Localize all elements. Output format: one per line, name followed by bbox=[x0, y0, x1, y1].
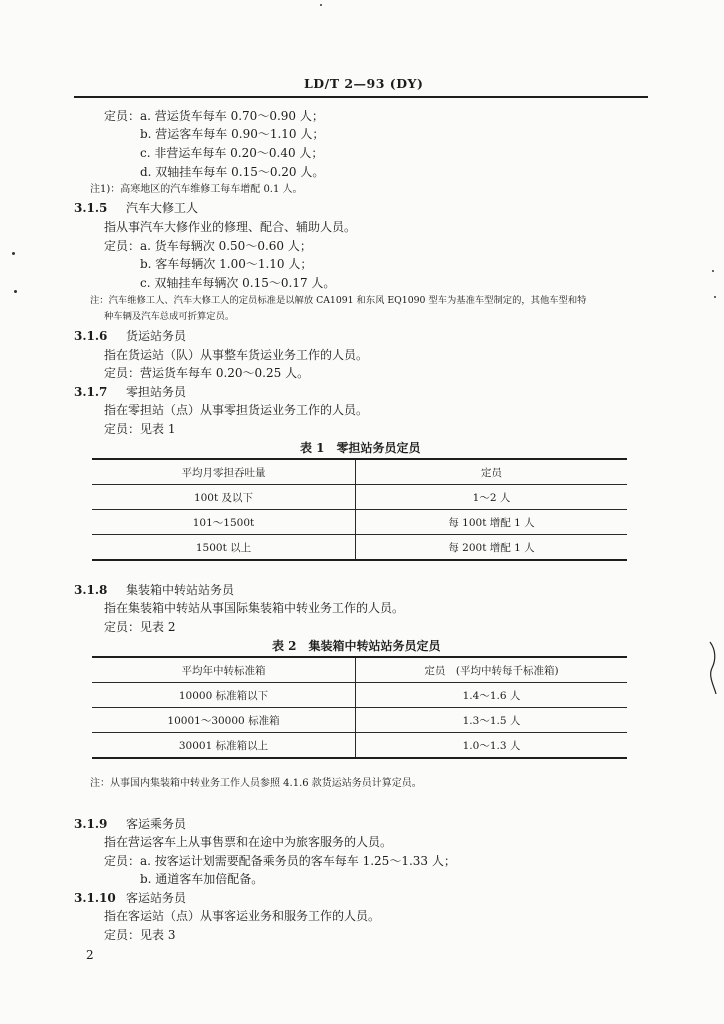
scan-speck bbox=[714, 296, 716, 298]
section-3-1-9-item-b: b. 通道客车加倍配备。 bbox=[140, 872, 264, 886]
section-3-1-5-item-a: a. 货车每辆次 0.50～0.60 人； bbox=[140, 239, 312, 253]
section-3-1-6-heading bbox=[74, 329, 186, 344]
table-header-cell: 定员 bbox=[356, 459, 628, 485]
table-cell: 1～2 人 bbox=[356, 485, 628, 510]
section-3-1-7-quota: 定员：见表 1 bbox=[104, 422, 176, 436]
section-3-1-8-quota: 定员：见表 2 bbox=[104, 620, 176, 634]
header-rule bbox=[74, 96, 648, 98]
section-3-1-5-note-line1: 注：汽车维修工人、汽车大修工人的定员标准是以解放 CA1091 和东风 EQ1090 型车为基准车型制定的，其他车型和特 bbox=[90, 295, 587, 306]
section-number: 3.1.8 bbox=[74, 583, 108, 597]
section-3-1-6-quota: 定员：营运货车每车 0.20～0.25 人。 bbox=[104, 366, 310, 380]
section-title: 汽车大修工人 bbox=[126, 201, 199, 215]
section-number: 3.1.10 bbox=[74, 891, 116, 905]
table-row bbox=[92, 708, 627, 733]
section-3-1-9-heading bbox=[74, 817, 186, 832]
section-title: 客运乘务员 bbox=[126, 817, 187, 831]
section-3-1-9-quota-label: 定员： bbox=[104, 854, 141, 868]
section-3-1-5-note-line2: 种车辆及汽车总成可折算定员。 bbox=[104, 311, 235, 322]
section-number: 3.1.6 bbox=[74, 329, 108, 343]
table-cell: 1.0～1.3 人 bbox=[356, 733, 628, 759]
section-3-1-5-desc: 指从事汽车大修作业的修理、配合、辅助人员。 bbox=[104, 220, 357, 234]
section-title: 零担站务员 bbox=[126, 385, 187, 399]
table-row bbox=[92, 485, 627, 510]
table-header-cell: 平均月零担吞吐量 bbox=[92, 459, 356, 485]
section-3-1-5-item-b: b. 客车每辆次 1.00～1.10 人； bbox=[140, 257, 313, 271]
section-number: 3.1.9 bbox=[74, 817, 108, 831]
table-row bbox=[92, 510, 627, 535]
quota-item-c: c. 非营运车每车 0.20～0.40 人； bbox=[140, 146, 324, 160]
table-cell: 1500t 以上 bbox=[92, 535, 356, 561]
section-title: 货运站务员 bbox=[126, 329, 187, 343]
section-3-1-5-item-c: c. 双轴挂车每辆次 0.15～0.17 人。 bbox=[140, 276, 336, 290]
table-cell: 10000 标准箱以下 bbox=[92, 683, 356, 708]
table-cell: 每 100t 增配 1 人 bbox=[356, 510, 628, 535]
table-header-row bbox=[92, 657, 627, 683]
section-number: 3.1.7 bbox=[74, 385, 108, 399]
section-title: 集装箱中转站站务员 bbox=[126, 583, 235, 597]
table-1-caption: 表 1 零担站务员定员 bbox=[300, 441, 421, 455]
table-header-cell: 定员 (平均中转每千标准箱) bbox=[356, 657, 628, 683]
section-3-1-10-quota: 定员：见表 3 bbox=[104, 928, 176, 942]
section-3-1-8-desc: 指在集装箱中转站从事国际集装箱中转业务工作的人员。 bbox=[104, 601, 405, 615]
document-code: LD/T 2—93 (DY) bbox=[304, 76, 424, 91]
margin-bracket-mark bbox=[706, 640, 720, 696]
section-3-1-9-item-a: a. 按客运计划需要配备乘务员的客车每车 1.25～1.33 人； bbox=[140, 854, 456, 868]
note-cold-region: 注1)：高寒地区的汽车维修工每车增配 0.1 人。 bbox=[90, 184, 303, 195]
table-header-cell: 平均年中转标准箱 bbox=[92, 657, 356, 683]
section-3-1-9-desc: 指在营运客车上从事售票和在途中为旅客服务的人员。 bbox=[104, 835, 393, 849]
table-cell: 30001 标准箱以上 bbox=[92, 733, 356, 759]
table-2 bbox=[92, 656, 627, 759]
table-cell: 每 200t 增配 1 人 bbox=[356, 535, 628, 561]
section-3-1-5-quota-label: 定员： bbox=[104, 239, 141, 253]
quota-item-a: a. 营运货车每车 0.70～0.90 人； bbox=[140, 109, 324, 123]
table-cell: 1.3～1.5 人 bbox=[356, 708, 628, 733]
table-cell: 1.4～1.6 人 bbox=[356, 683, 628, 708]
scan-speck bbox=[320, 4, 322, 6]
table-1 bbox=[92, 458, 627, 561]
scan-speck bbox=[14, 290, 17, 293]
quota-label: 定员： bbox=[104, 109, 141, 123]
section-number: 3.1.5 bbox=[74, 201, 108, 215]
section-title: 客运站务员 bbox=[126, 891, 187, 905]
section-3-1-10-heading bbox=[74, 891, 186, 906]
table-cell: 100t 及以下 bbox=[92, 485, 356, 510]
table-row bbox=[92, 733, 627, 759]
section-3-1-5-heading bbox=[74, 201, 198, 216]
quota-item-d: d. 双轴挂车每车 0.15～0.20 人。 bbox=[140, 165, 325, 179]
section-3-1-8-heading bbox=[74, 583, 234, 598]
table-row bbox=[92, 535, 627, 561]
section-3-1-7-desc: 指在零担站（点）从事零担货运业务工作的人员。 bbox=[104, 403, 369, 417]
section-3-1-10-desc: 指在客运站（点）从事客运业务和服务工作的人员。 bbox=[104, 909, 381, 923]
section-3-1-7-heading bbox=[74, 385, 186, 400]
table-header-row bbox=[92, 459, 627, 485]
scan-speck bbox=[12, 252, 15, 255]
table-cell: 10001～30000 标准箱 bbox=[92, 708, 356, 733]
scan-speck bbox=[712, 270, 714, 272]
quota-item-b: b. 营运客车每车 0.90～1.10 人； bbox=[140, 127, 325, 141]
page-number: 2 bbox=[86, 948, 94, 962]
table-row bbox=[92, 683, 627, 708]
table-cell: 101～1500t bbox=[92, 510, 356, 535]
table-2-note: 注：从事国内集装箱中转业务工作人员参照 4.1.6 款货运站务员计算定员。 bbox=[90, 778, 422, 789]
table-2-caption: 表 2 集装箱中转站站务员定员 bbox=[272, 639, 441, 653]
section-3-1-6-desc: 指在货运站（队）从事整车货运业务工作的人员。 bbox=[104, 348, 369, 362]
